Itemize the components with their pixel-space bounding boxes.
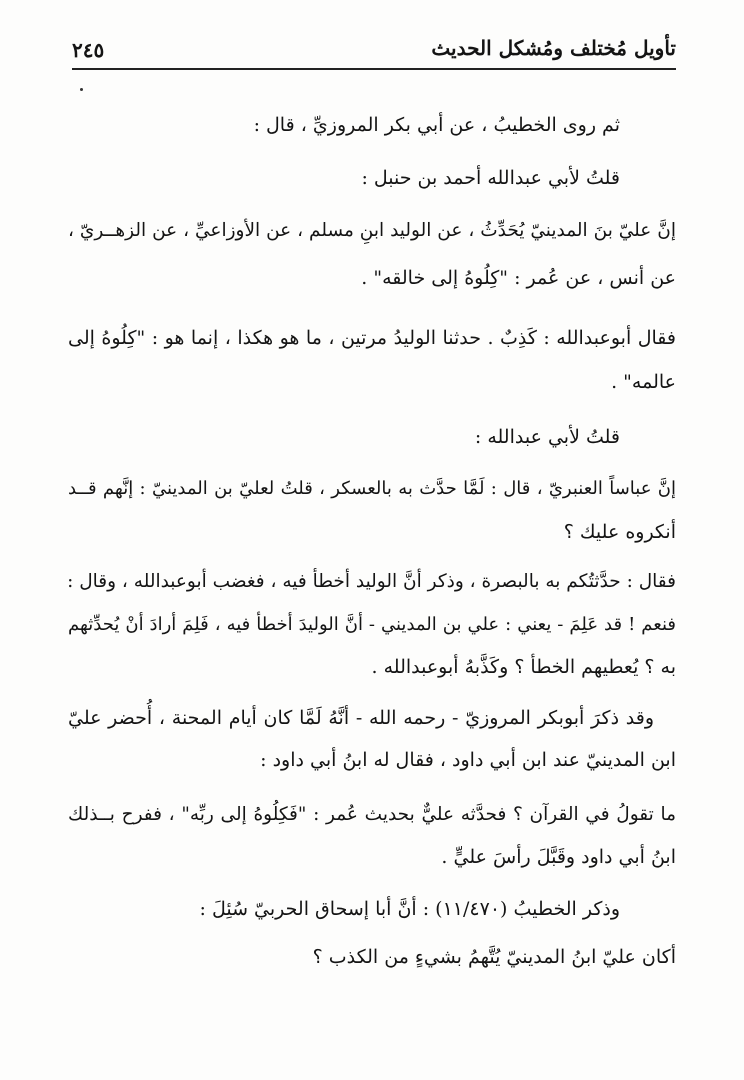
text-line-18: أكان عليّ ابنُ المدينيّ يُتَّهمُ بشيءٍ من الكذب ؟ [312,946,676,968]
text-line-3: إنَّ عليّ بنَ المدينيّ يُحَدِّثُ ، عن الوليد ابنِ مسلم ، عن الأوزاعيِّ ، عن الزهــريّ ، [68,220,676,241]
text-line-12: به ؟ يُعطيهم الخطأ ؟ وكَذَّبهُ أبوعبدالله . [371,656,676,678]
text-line-13: وقد ذكرَ أبوبكر المروزيّ - رحمه الله - أنَّهُ لَمَّا كان أيام المحنة ، أُحضر عليّ [68,707,654,729]
text-line-11: فنعم ! قد عَلِمَ - يعني : علي بن المديني - أنَّ الوليدَ أخطأ فيه ، فَلِمَ أرادَ أنْ يُحدِّثهم [68,614,676,635]
text-line-7: قلتُ لأبي عبدالله : [474,426,620,448]
text-line-17: وذكر الخطيبُ (١١/٤٧٠) : أنَّ أبا إسحاق الحربيّ سُئِلَ : [199,898,620,920]
running-title: تأويل مُختلف ومُشكل الحديث [431,36,676,60]
text-line-9: أنكروه عليك ؟ [563,521,676,543]
text-line-10: فقال : حدَّثتُكم به بالبصرة ، وذكر أنَّ الوليد أخطأ فيه ، فغضب أبوعبدالله ، وقال : [67,571,676,592]
text-line-5: فقال أبوعبدالله : كَذِبٌ . حدثنا الوليدُ مرتين ، ما هو هكذا ، إنما هو : "كِلُوهُ إلى [68,327,676,349]
header-rule [72,68,676,70]
text-line-1: ثم روى الخطيبُ ، عن أبي بكر المروزيِّ ، قال : [253,114,620,136]
page-number: ٢٤٥ [72,38,105,62]
text-line-8: إنَّ عباساً العنبريّ ، قال : لَمَّا حدَّث به بالعسكر ، قلتُ لعليّ بن المدينيّ : إنَّهم قــد [68,478,676,499]
text-line-16: ابنُ أبي داود وقَبَّلَ رأسَ عليٍّ . [441,846,676,868]
text-line-14: ابن المدينيّ عند ابن أبي داود ، فقال له ابنُ أبي داود : [260,749,676,771]
text-line-15: ما تقولُ في القرآن ؟ فحدَّثه عليٌّ بحديث عُمر : "فَكِلُوهُ إلى ربِّه" ، ففرح بــذلك [68,804,676,825]
scan-speck [80,88,83,91]
text-line-6: عالمه" . [611,371,676,393]
text-line-2: قلتُ لأبي عبدالله أحمد بن حنبل : [361,167,620,189]
text-line-4: عن أنس ، عن عُمر : "كِلُوهُ إلى خالقه" . [361,267,676,289]
page-header [72,34,676,70]
